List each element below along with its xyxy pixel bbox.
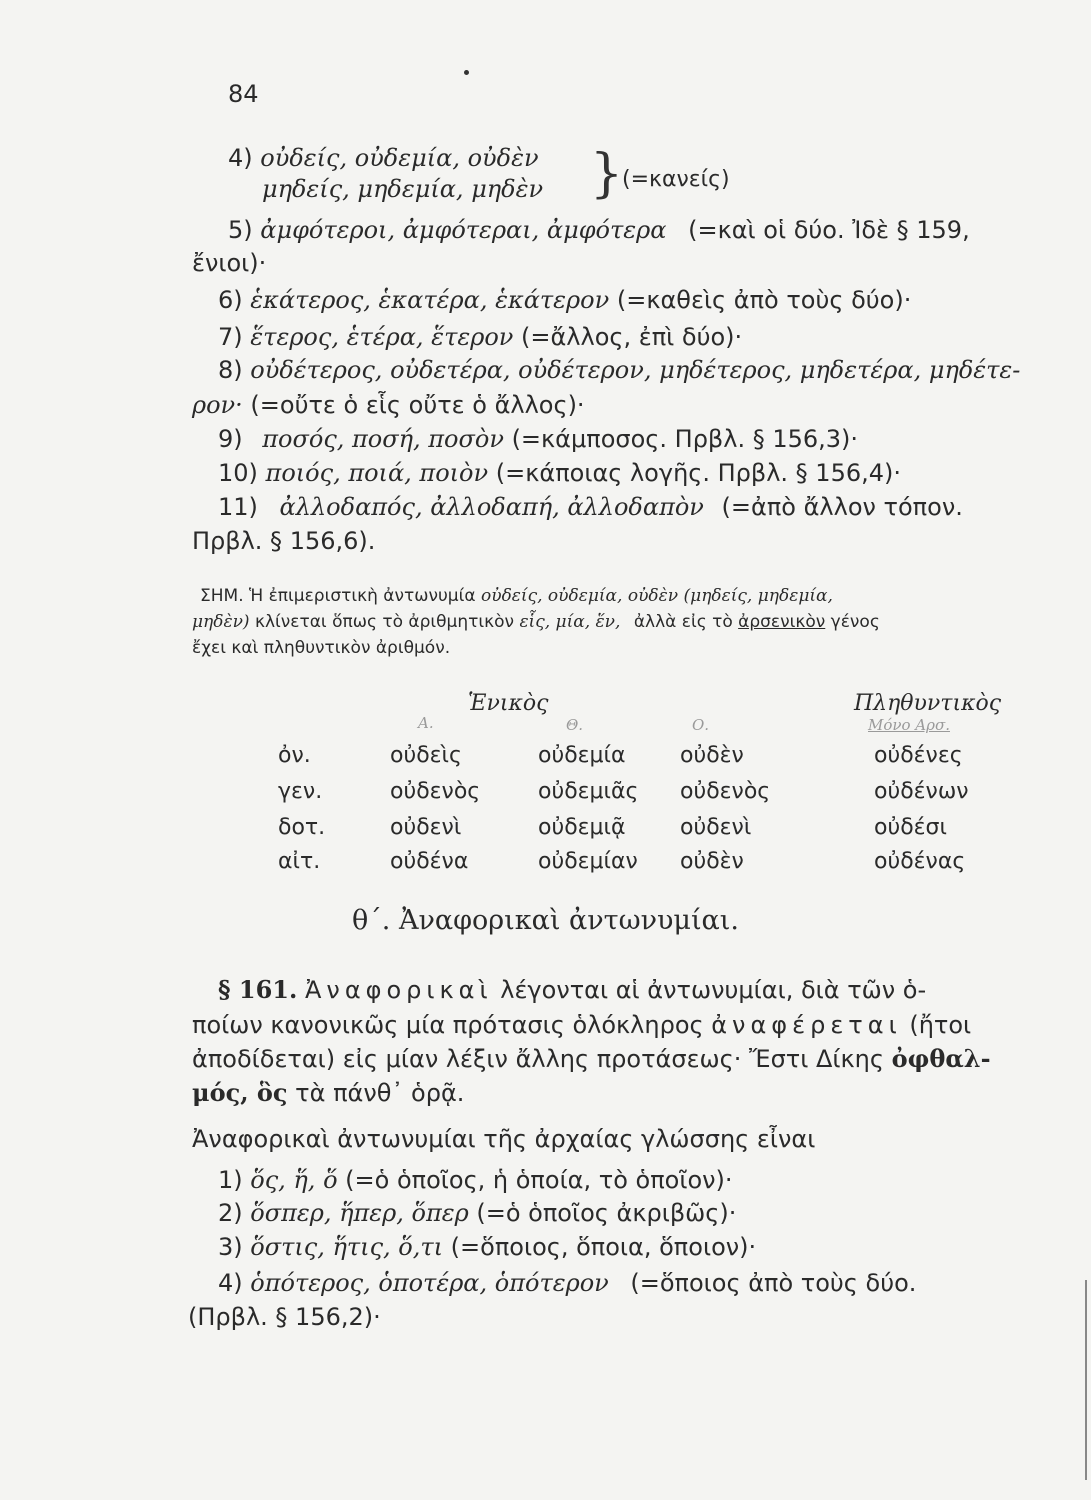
item-11-line-2: Πρβλ. § 156,6). [192, 527, 376, 555]
item-7 [218, 322, 742, 352]
curly-brace: } [590, 144, 624, 204]
intro-line: Ἀναφορικαὶ ἀντωνυμίαι τῆς ἀρχαίας γλώσσης εἶναι [192, 1125, 816, 1153]
rel-item-4-line-1 [218, 1268, 916, 1298]
item-gloss: (=ἄλλος, ἐπὶ δύο)· [521, 323, 743, 351]
item-gloss: (=ὅποιος, ὅποια, ὅποιον)· [450, 1233, 757, 1261]
form-masc: οὐδενὶ [390, 815, 462, 840]
item-forms: ποσός, ποσή, ποσὸν [262, 425, 504, 453]
form-fem: οὐδεμιᾷ [538, 815, 626, 840]
rel-item-3 [218, 1232, 756, 1262]
form-masc: οὐδένα [390, 849, 469, 874]
item-forms: ἀλλοδαπός, ἀλλοδαπή, ἀλλοδαπὸν [279, 493, 704, 521]
item-forms: ὅσπερ, ἥπερ, ὅπερ [250, 1199, 469, 1227]
para-text: ἀποδίδεται) εἰς μίαν λέξιν ἄλλης προτάσεως· [192, 1045, 742, 1073]
section-heading: θ΄. Ἀναφορικαὶ ἀντωνυμίαι. [352, 905, 739, 936]
rel-item-1 [218, 1165, 733, 1195]
handwritten-plural-note: Μόνο Αρσ. [868, 716, 950, 734]
note-forms: μηδὲν) [192, 612, 250, 632]
item-4-line-1 [228, 143, 539, 173]
item-number: 2) [218, 1199, 243, 1227]
form-plural: οὐδένες [874, 743, 963, 768]
item-number: 4) [228, 144, 253, 172]
page-edge-shadow [1085, 1280, 1087, 1480]
item-forms: ὁπότερος, ὁποτέρα, ὁπότερον [250, 1269, 609, 1297]
note-line-2 [192, 610, 880, 634]
case-label: δοτ. [278, 815, 326, 840]
item-11-line-1 [218, 492, 963, 522]
item-gloss: (=κάποιας λογῆς. Πρβλ. § 156,4)· [495, 459, 902, 487]
rel-item-2 [218, 1198, 736, 1228]
item-number: 8) [218, 356, 243, 384]
note-forms: εἷς, μία, ἕν, [519, 612, 621, 632]
item-forms: ὅστις, ἥτις, ὅ,τι [250, 1233, 444, 1261]
item-forms: ὅς, ἥ, ὅ [250, 1166, 338, 1194]
case-label: ὀν. [278, 743, 311, 768]
note-label: ΣΗΜ. [200, 586, 244, 606]
plural-header: Πληθυντικὸς [854, 691, 1002, 716]
item-number: 5) [228, 216, 253, 244]
note-line-1 [200, 584, 833, 608]
handwritten-fem: Θ. [566, 716, 584, 734]
singular-header: Ἑνικὸς [468, 691, 549, 716]
ink-dot [464, 70, 469, 75]
form-masc: οὐδεὶς [390, 743, 462, 768]
form-fem: οὐδεμίαν [538, 849, 638, 874]
note-text: κλίνεται ὅπως τὸ ἀριθμητικὸν [254, 612, 515, 632]
para-161-line-3 [192, 1044, 991, 1074]
item-forms: οὐδείς, οὐδεμία, οὐδὲν [260, 144, 539, 172]
item-gloss: (=ὁ ὁποῖος, ἡ ὁποία, τὸ ὁποῖον)· [345, 1166, 733, 1194]
note-forms: οὐδείς, οὐδεμία, οὐδὲν (μηδείς, μηδεμία, [481, 586, 833, 606]
item-10 [218, 458, 901, 488]
item-number: 4) [218, 1269, 243, 1297]
form-plural: οὐδέσι [874, 815, 947, 840]
bold-quote: μός, ὃς [192, 1078, 288, 1107]
form-neut: οὐδὲν [680, 743, 744, 768]
item-number: 9) [218, 425, 243, 453]
item-gloss: (=ὅποιος ἀπὸ τοὺς δύο. [630, 1269, 917, 1297]
item-forms: οὐδέτερος, οὐδετέρα, οὐδέτερον, μηδέτερος, μηδετέρα, μηδέτε- [250, 356, 1021, 384]
item-4-gloss: (=κανείς) [622, 167, 730, 192]
item-forms: ἑκάτερος, ἑκατέρα, ἑκάτερον [250, 286, 610, 314]
para-161-line-1 [218, 975, 926, 1005]
item-gloss: (=καὶ οἱ δύο. Ἰδὲ § 159, [688, 216, 970, 244]
rel-item-4-line-2: (Πρβλ. § 156,2)· [188, 1303, 381, 1331]
item-gloss: (=ὁ ὁποῖος ἀκριβῶς)· [476, 1199, 737, 1227]
item-forms: ἕτερος, ἑτέρα, ἕτερον [250, 323, 514, 351]
item-4-line-2 [262, 174, 543, 204]
para-text: τὰ πάνθ᾽ ὁρᾷ. [295, 1079, 465, 1107]
handwritten-neut: Ο. [692, 716, 710, 734]
item-number: 1) [218, 1166, 243, 1194]
case-label: αἰτ. [278, 849, 321, 874]
item-forms: μηδείς, μηδεμία, μηδὲν [262, 175, 544, 203]
note-text: Ἡ ἐπιμεριστικὴ ἀντωνυμία [249, 586, 476, 606]
paragraph-number: § 161. [218, 975, 298, 1004]
form-neut: οὐδενὸς [680, 779, 771, 804]
form-neut: οὐδὲν [680, 849, 744, 874]
item-gloss: (=οὔτε ὁ εἷς οὔτε ὁ ἄλλος)· [250, 391, 585, 419]
item-gloss: (=καθεὶς ἀπὸ τοὺς δύο)· [616, 286, 912, 314]
handwritten-masc: Α. [418, 714, 434, 732]
para-text: ποίων κανονικῶς μία πρότασις ὁλόκληρος [192, 1011, 704, 1039]
item-number: 6) [218, 286, 243, 314]
item-forms: ρον· [192, 391, 243, 419]
form-fem: οὐδεμιᾶς [538, 779, 639, 804]
item-gloss: (=κάμποσος. Πρβλ. § 156,3)· [511, 425, 859, 453]
bold-quote: ὀφθαλ- [891, 1044, 991, 1073]
para-161-line-2 [192, 1010, 971, 1040]
note-underlined-word: ἀρσενικὸν [738, 612, 826, 632]
item-number: 10) [218, 459, 258, 487]
para-text: λέγονται αἱ ἀντωνυμίαι, διὰ τῶν ὁ- [500, 976, 927, 1004]
item-6 [218, 285, 911, 315]
item-8-line-1 [218, 355, 1020, 385]
form-plural: οὐδένας [874, 849, 966, 874]
item-8-line-2 [192, 390, 585, 420]
item-number: 7) [218, 323, 243, 351]
form-plural: οὐδένων [874, 779, 969, 804]
item-number: 11) [218, 493, 258, 521]
para-text: Ἔστι Δίκης [749, 1045, 884, 1073]
item-5-line-2: ἔνιοι)· [192, 249, 267, 277]
form-masc: οὐδενὸς [390, 779, 481, 804]
case-label: γεν. [278, 779, 323, 804]
note-text: γένος [830, 612, 880, 632]
note-line-3: ἔχει καὶ πληθυντικὸν ἀριθμόν. [192, 638, 451, 658]
item-forms: ποιός, ποιά, ποιὸν [265, 459, 489, 487]
form-fem: οὐδεμία [538, 743, 626, 768]
item-5-line-1 [228, 215, 970, 245]
para-161-line-4 [192, 1078, 464, 1108]
note-text: ἀλλὰ εἰς τὸ [633, 612, 733, 632]
spaced-term: Ἀναφορικαὶ [305, 976, 493, 1004]
item-gloss: (=ἀπὸ ἄλλον τόπον. [721, 493, 963, 521]
para-text: (ἤτοι [909, 1011, 972, 1039]
spaced-term: ἀναφέρεται [711, 1011, 902, 1039]
page-number: 84 [228, 80, 259, 108]
item-number: 3) [218, 1233, 243, 1261]
item-forms: ἀμφότεροι, ἀμφότεραι, ἀμφότερα [260, 216, 667, 244]
form-neut: οὐδενὶ [680, 815, 752, 840]
item-9 [218, 424, 858, 454]
